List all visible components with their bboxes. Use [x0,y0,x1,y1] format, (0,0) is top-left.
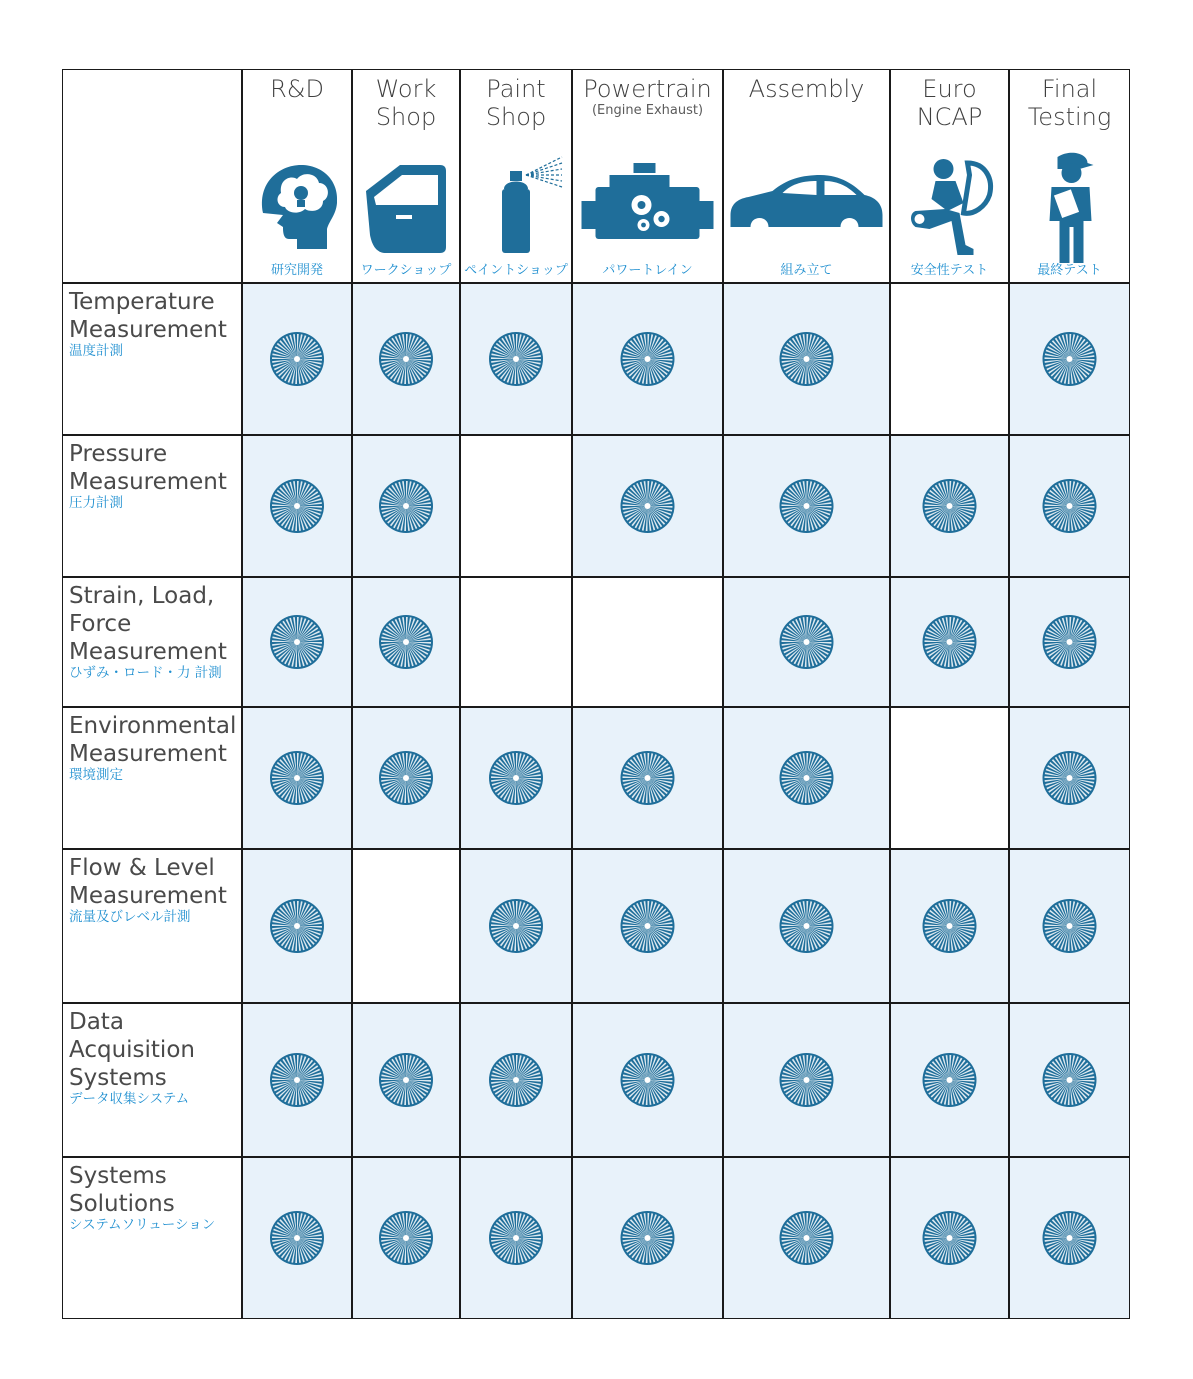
starburst-marker-icon [1043,479,1097,533]
application-matrix [62,69,1130,1319]
column-japanese-label: 最終テスト [1037,263,1102,278]
column-header [911,75,991,278]
row-japanese-label: 温度計測 [69,343,123,359]
row-header [68,289,227,359]
starburst-marker-icon [1043,615,1097,669]
crash-dummy-icon [911,159,991,255]
starburst-marker-icon [780,615,834,669]
column-title: NCAP [916,103,983,131]
row-title: Flow & Level [69,855,215,881]
starburst-marker-icon [270,332,324,386]
row-japanese-label: 環境測定 [69,767,123,783]
starburst-marker-icon [780,1211,834,1265]
column-title: Euro [922,75,977,103]
starburst-marker-icon [621,1211,675,1265]
row-japanese-label: 圧力計測 [69,495,123,511]
row-japanese-label: データ収集システム [69,1091,190,1107]
starburst-marker-icon [379,1211,433,1265]
row-title: Environmental [69,713,237,739]
starburst-marker-icon [379,1053,433,1107]
row-header [69,1163,215,1233]
starburst-marker-icon [923,1053,977,1107]
column-title: Assembly [748,75,865,103]
row-japanese-label: ひずみ・ロード・力 計測 [69,665,222,681]
starburst-marker-icon [780,479,834,533]
column-header [1028,75,1112,278]
matrix-cell [890,283,1009,435]
row-header [69,441,227,511]
row-title: Force [69,611,132,637]
column-japanese-label: 安全性テスト [910,263,989,278]
column-japanese-label: ペイントショップ [464,263,568,278]
starburst-marker-icon [270,1211,324,1265]
row-title: Measurement [69,741,227,767]
starburst-marker-icon [489,751,543,805]
matrix-cell [460,577,572,707]
starburst-marker-icon [923,1211,977,1265]
starburst-marker-icon [1043,751,1097,805]
car-door-icon [366,165,446,253]
matrix-cell [572,577,723,707]
spray-can-icon [502,157,562,253]
engine-icon [582,163,714,239]
starburst-marker-icon [621,751,675,805]
starburst-marker-icon [621,899,675,953]
starburst-marker-icon [379,751,433,805]
row-title: Measurement [69,469,227,495]
starburst-marker-icon [780,899,834,953]
starburst-marker-icon [379,479,433,533]
starburst-marker-icon [1043,332,1097,386]
column-title: Shop [485,103,547,131]
row-japanese-label: システムソリューション [69,1217,216,1233]
column-header [464,75,568,278]
starburst-marker-icon [1043,899,1097,953]
matrix-svg [62,69,1130,1319]
row-title: Measurement [69,883,227,909]
starburst-marker-icon [270,899,324,953]
column-header [262,75,337,278]
starburst-marker-icon [780,332,834,386]
starburst-marker-icon [780,751,834,805]
row-title: Systems [69,1065,167,1091]
column-japanese-label: 組み立て [780,263,833,278]
starburst-marker-icon [923,899,977,953]
starburst-marker-icon [270,751,324,805]
column-title: Final [1041,75,1098,103]
column-title: Paint [486,75,546,103]
column-japanese-label: 研究開発 [270,263,324,278]
matrix-cell [890,707,1009,849]
starburst-marker-icon [1043,1053,1097,1107]
column-japanese-label: パワートレイン [602,263,693,278]
starburst-marker-icon [270,479,324,533]
column-header [361,75,452,278]
starburst-marker-icon [489,332,543,386]
row-header [69,855,227,925]
starburst-marker-icon [621,479,675,533]
starburst-marker-icon [923,615,977,669]
starburst-marker-icon [379,615,433,669]
row-title: Acquisition [69,1037,195,1063]
starburst-marker-icon [621,332,675,386]
starburst-marker-icon [270,615,324,669]
row-title: Temperature [69,289,215,315]
matrix-cell [352,849,460,1003]
row-title: Systems [69,1163,167,1189]
starburst-marker-icon [780,1053,834,1107]
starburst-marker-icon [621,1053,675,1107]
column-header [731,75,883,278]
column-title: Work [375,75,437,103]
row-header [69,583,227,681]
row-title: Data [69,1009,124,1035]
row-title: Measurement [69,317,227,343]
row-header [69,713,236,783]
row-title: Strain, Load, [69,583,215,609]
starburst-marker-icon [489,1053,543,1107]
row-header [69,1009,195,1107]
column-subtitle: (Engine Exhaust) [591,103,704,118]
column-title: R&D [270,75,324,103]
matrix-cell [460,435,572,577]
starburst-marker-icon [489,1211,543,1265]
row-japanese-label: 流量及びレベル計測 [69,909,191,925]
starburst-marker-icon [379,332,433,386]
inspector-icon [1050,153,1094,263]
column-title: Testing [1027,103,1112,131]
starburst-marker-icon [1043,1211,1097,1265]
head-lightbulb-icon [262,165,337,249]
row-title: Measurement [69,639,227,665]
starburst-marker-icon [270,1053,324,1107]
column-title: Shop [375,103,437,131]
column-header [582,75,714,278]
column-title: Powertrain [583,75,712,103]
column-japanese-label: ワークショップ [360,263,452,278]
row-title: Pressure [69,441,168,467]
car-body-icon [731,175,883,227]
starburst-marker-icon [489,899,543,953]
row-title: Solutions [69,1191,175,1217]
starburst-marker-icon [923,479,977,533]
